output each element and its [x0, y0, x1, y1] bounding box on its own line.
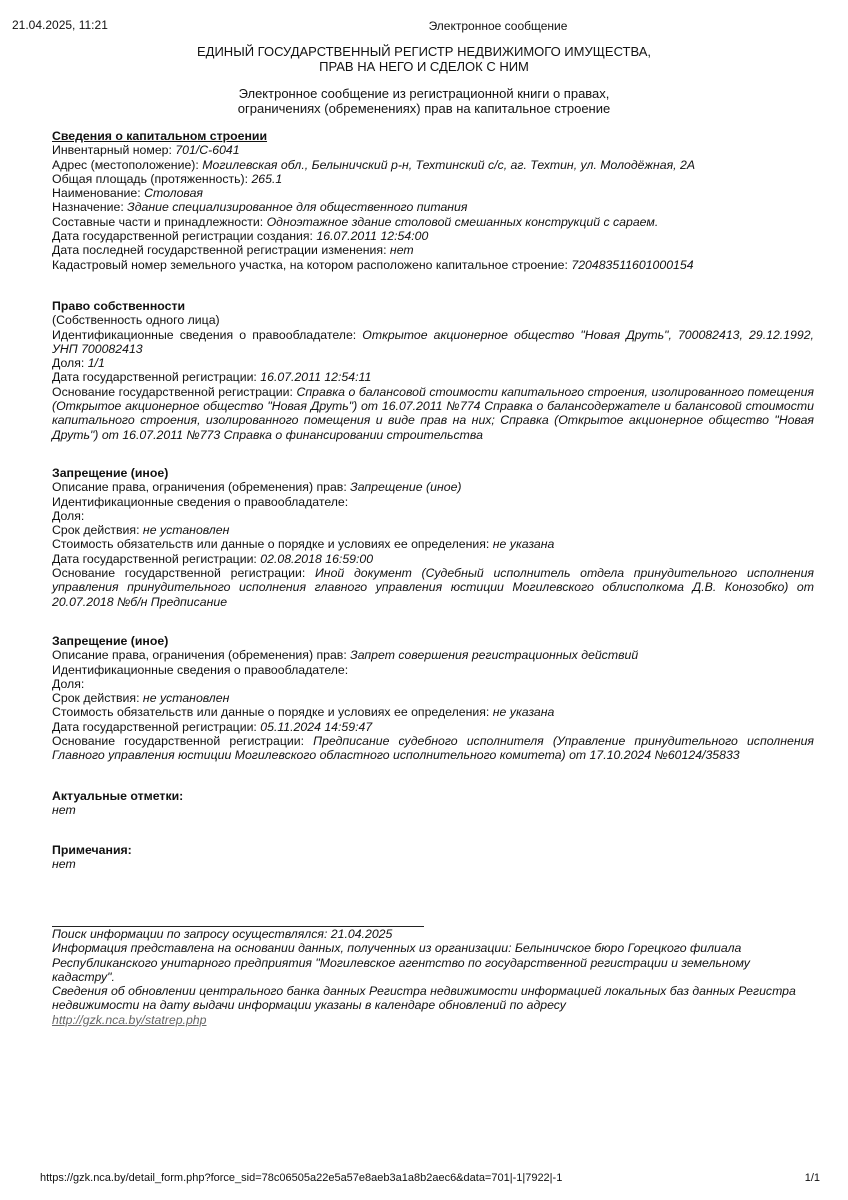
- restriction-1-basis-row: [52, 566, 814, 609]
- area-value: 265.1: [251, 171, 283, 186]
- footer-update-info: Сведения об обновлении центрального банка данных Регистра недвижимости информацией локальных баз данных Регистра недвижимости на дату выдачи информации указаны в календаре обновлений по адресу: [52, 984, 796, 1013]
- marks-heading: Актуальные отметки:: [52, 788, 184, 803]
- ownership-heading: Право собственности: [52, 298, 186, 313]
- print-doc-type: Электронное сообщение: [428, 19, 568, 33]
- ownership-date-value: 16.07.2011 12:54:11: [260, 370, 372, 385]
- restriction-2-desc-row: [52, 648, 814, 662]
- ownership-holder-row: [52, 328, 814, 357]
- footer-search-info: Поиск информации по запросу осуществлялся: 21.04.2025: [52, 927, 393, 941]
- ownership-holder-label: Идентификационные сведения о правообладателе:: [52, 327, 357, 342]
- restriction-2-section: [52, 634, 814, 763]
- address-row: [52, 158, 814, 172]
- restriction-1-basis-value: Иной документ (Судебный исполнитель отдела принудительного исполнения управления принудительного исполнения главного управления юстиции Могилевского облисполкома Д.В. Конозобко) от 20.07.2018 №б/н Предписание: [52, 566, 814, 609]
- ownership-basis-row: [52, 385, 814, 442]
- inventory-label: Инвентарный номер:: [52, 143, 172, 158]
- restriction-2-holder-label: Идентификационные сведения о правообладателе:: [52, 662, 349, 677]
- ownership-date-row: [52, 370, 814, 384]
- area-row: [52, 172, 814, 186]
- restriction-2-basis-row: [52, 734, 814, 763]
- print-url: https://gzk.nca.by/detail_form.php?force_sid=78c06505a22e5a57e8aeb3a1a8b2aec6&data=701|-1|7922|-1: [40, 1172, 563, 1184]
- restriction-2-date-value: 05.11.2024 14:59:47: [260, 719, 373, 734]
- restriction-2-term-row: [52, 691, 814, 705]
- marks-value: нет: [52, 802, 76, 817]
- restriction-1-basis-label: Основание государственной регистрации:: [52, 566, 306, 581]
- restriction-2-term-value: не установлен: [142, 691, 230, 706]
- restriction-1-cost-value: не указана: [492, 537, 555, 552]
- restriction-1-term-label: Срок действия:: [52, 523, 140, 538]
- footer-source-info: Информация представлена на основании данных, полученных из организации: Белыничское бюро Горецкого филиала Республиканского унитарного предприятия "Могилевское агентство по государственной регистрации и земельному кадастру".: [52, 941, 750, 984]
- cadastral-value: 720483511601000154: [571, 257, 694, 272]
- area-label: Общая площадь (протяженность):: [52, 171, 249, 186]
- restriction-1-share-label: Доля:: [52, 508, 85, 523]
- restriction-2-basis-value: Предписание судебного исполнителя (Управление принудительного исполнения Главного управления юстиции Могилевского областного исполнительного комитета) от 17.10.2024 №60124/35833: [52, 733, 814, 763]
- purpose-label: Назначение:: [52, 200, 124, 215]
- ownership-share-row: [52, 356, 814, 370]
- marks-section: [52, 789, 814, 818]
- subtitle-line-2: ограничениях (обременениях) прав на капитальное строение: [237, 101, 611, 116]
- ownership-basis-value: Справка о балансовой стоимости капитального строения, изолированного помещения (Открытое акционерное общество "Новая Друть") от 16.07.2011 №774 Справка о балансодержателе и балансовой стоимости капитального строения, изолированного помещения и виде прав на них; Справка (Открытое акционерное общество "Новая Друть") от 16.07.2011 №773 Справка о финансировании строительства: [52, 384, 814, 442]
- address-value: Могилевская обл., Белыничский р-н, Техтинский с/с, аг. Техтин, ул. Молодёжная, 2А: [202, 157, 696, 172]
- inventory-value: 701/C-6041: [175, 143, 240, 158]
- parts-value: Одноэтажное здание столовой смешанных конструкций с сараем.: [266, 214, 659, 229]
- notes-heading: Примечания:: [52, 843, 132, 858]
- restriction-1-cost-label: Стоимость обязательств или данные о порядке и условиях ее определения:: [52, 537, 490, 552]
- changed-value: нет: [389, 243, 414, 258]
- document-title: [0, 44, 848, 74]
- created-value: 16.07.2011 12:54:00: [316, 229, 429, 244]
- name-row: [52, 186, 814, 200]
- restriction-1-date-label: Дата государственной регистрации:: [52, 551, 257, 566]
- restriction-1-cost-row: [52, 537, 814, 551]
- changed-row: [52, 243, 814, 257]
- subtitle-line-1: Электронное сообщение из регистрационной книги о правах,: [238, 86, 610, 101]
- ownership-holder-value: Открытое акционерное общество "Новая Друть", 700082413, 29.12.1992, УНП 700082413: [52, 327, 814, 356]
- ownership-basis-label: Основание государственной регистрации:: [52, 384, 293, 399]
- title-line-2: ПРАВ НА НЕГО И СДЕЛОК С НИМ: [319, 59, 529, 74]
- restriction-2-heading: Запрещение (иное): [52, 633, 169, 648]
- page-number: 1/1: [804, 1172, 820, 1184]
- cadastral-label: Кадастровый номер земельного участка, на котором расположено капитальное строение:: [52, 257, 568, 272]
- document-subtitle: [0, 86, 848, 116]
- restriction-2-basis-label: Основание государственной регистрации:: [52, 733, 305, 748]
- created-label: Дата государственной регистрации создания:: [52, 229, 313, 244]
- ownership-kind: (Собственность одного лица): [52, 313, 220, 328]
- restriction-2-date-row: [52, 720, 814, 734]
- print-datetime: 21.04.2025, 11:21: [12, 18, 108, 32]
- ownership-share-label: Доля:: [52, 356, 85, 371]
- parts-row: [52, 215, 814, 229]
- restriction-1-desc-row: [52, 480, 814, 494]
- title-line-1: ЕДИНЫЙ ГОСУДАРСТВЕННЫЙ РЕГИСТР НЕДВИЖИМОГО ИМУЩЕСТВА,: [196, 44, 652, 59]
- restriction-1-term-row: [52, 523, 814, 537]
- restriction-2-cost-value: не указана: [492, 705, 555, 720]
- created-row: [52, 229, 814, 243]
- purpose-value: Здание специализированное для общественного питания: [127, 200, 468, 215]
- restriction-1-holder-label: Идентификационные сведения о правообладателе:: [52, 494, 349, 509]
- notes-value: нет: [52, 857, 76, 872]
- statrep-link[interactable]: http://gzk.nca.by/statrep.php: [52, 1012, 207, 1027]
- purpose-row: [52, 200, 814, 214]
- restriction-1-desc-label: Описание права, ограничения (обременения) прав:: [52, 480, 347, 495]
- restriction-1-date-row: [52, 552, 814, 566]
- ownership-date-label: Дата государственной регистрации:: [52, 370, 257, 385]
- notes-section: [52, 843, 814, 872]
- footer-info: [52, 927, 814, 1027]
- restriction-2-date-label: Дата государственной регистрации:: [52, 719, 257, 734]
- restriction-2-desc-value: Запрет совершения регистрационных действий: [350, 648, 639, 663]
- restriction-1-term-value: не установлен: [142, 523, 230, 538]
- document-body: [52, 129, 814, 872]
- name-value: Столовая: [144, 186, 203, 201]
- ownership-section: [52, 299, 814, 442]
- restriction-2-cost-label: Стоимость обязательств или данные о порядке и условиях ее определения:: [52, 705, 490, 720]
- address-label: Адрес (местоположение):: [52, 157, 199, 172]
- changed-label: Дата последней государственной регистрации изменения:: [52, 243, 387, 258]
- restriction-1-desc-value: Запрещение (иное): [350, 480, 462, 495]
- restriction-2-share-label: Доля:: [52, 676, 85, 691]
- building-heading: Сведения о капитальном строении: [52, 129, 268, 143]
- name-label: Наименование:: [52, 186, 141, 201]
- inventory-row: [52, 143, 814, 157]
- restriction-2-cost-row: [52, 705, 814, 719]
- restriction-1-section: [52, 466, 814, 609]
- parts-label: Составные части и принадлежности:: [52, 214, 264, 229]
- restriction-2-term-label: Срок действия:: [52, 691, 140, 706]
- building-section: [52, 129, 814, 272]
- ownership-share-value: 1/1: [87, 356, 105, 371]
- restriction-2-desc-label: Описание права, ограничения (обременения) прав:: [52, 648, 347, 663]
- restriction-1-date-value: 02.08.2018 16:59:00: [260, 551, 374, 566]
- cadastral-row: [52, 258, 814, 272]
- restriction-1-heading: Запрещение (иное): [52, 465, 169, 480]
